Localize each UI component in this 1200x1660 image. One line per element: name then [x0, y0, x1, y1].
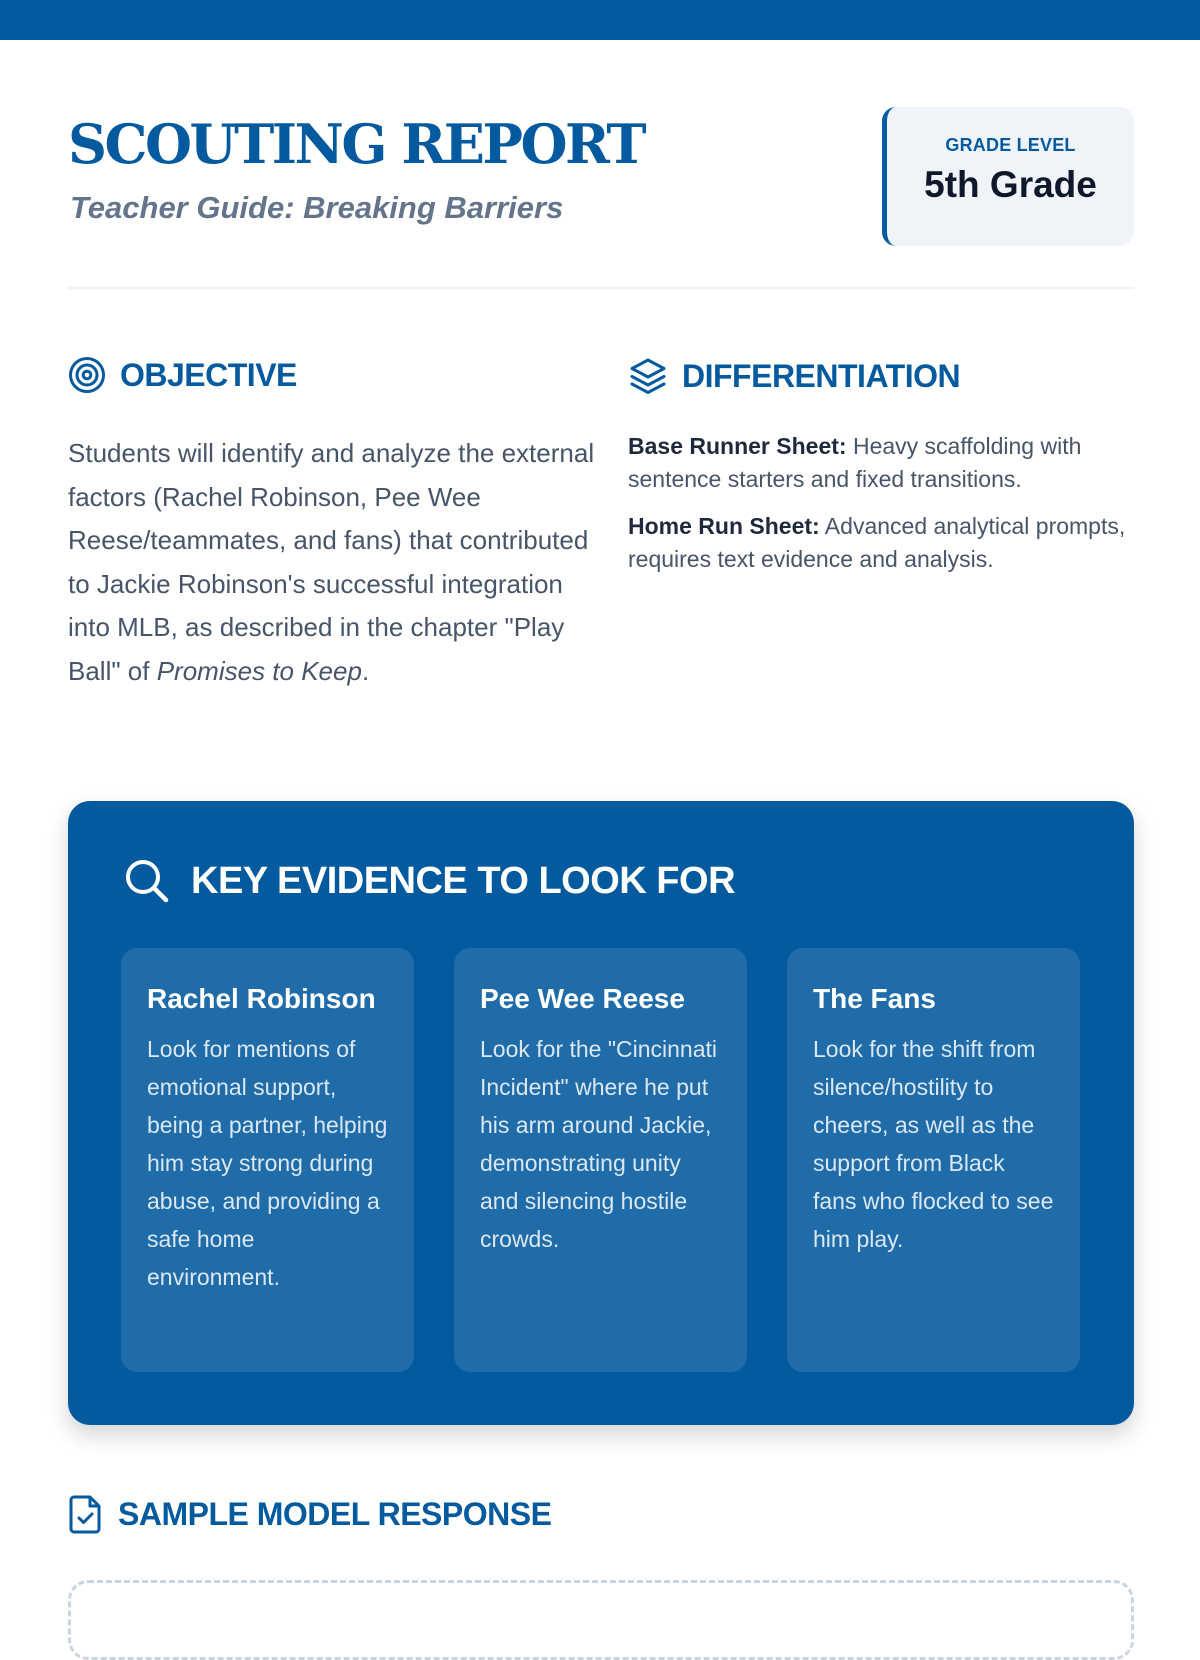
layers-icon: [628, 356, 668, 396]
book-title: Promises to Keep: [156, 655, 362, 686]
header-divider: [68, 287, 1134, 289]
sample-response-heading: SAMPLE MODEL RESPONSE: [118, 1495, 552, 1532]
evidence-card-title: Rachel Robinson: [147, 983, 376, 1014]
evidence-card: [787, 948, 1080, 1372]
evidence-card-text: Look for the "Cincinnati Incident" where he put his arm around Jackie, demonstrating unity and silencing hostile crowds.: [480, 1036, 718, 1252]
evidence-card-text: Look for mentions of emotional support, being a partner, helping him stay strong during abuse, and providing a safe home environment.: [147, 1036, 388, 1290]
target-icon: [68, 356, 106, 394]
key-evidence-panel: [68, 801, 1134, 1425]
grade-level-value: 5th Grade: [924, 164, 1097, 205]
objective-heading: OBJECTIVE: [120, 356, 297, 393]
evidence-card-title: The Fans: [813, 983, 936, 1014]
file-check-icon: [68, 1494, 104, 1534]
evidence-card-row: [121, 948, 1080, 1372]
objective-header: [68, 356, 297, 394]
diff-item-label: Home Run Sheet:: [628, 513, 820, 539]
objective-body: Students will identify and analyze the external factors (Rachel Robinson, Pee Wee Reese/teammates, and fans) that contributed to Jackie Robinson's successful integration into MLB, as described in the chapter "Play Ball" of: [68, 438, 595, 686]
evidence-card-text: Look for the shift from silence/hostility to cheers, as well as the support from Black fans who flocked to see him play.: [813, 1036, 1054, 1252]
page-subtitle: Teacher Guide: Breaking Barriers: [70, 190, 564, 225]
diff-item-text: Heavy scaffolding with sentence starters and fixed transitions.: [628, 433, 1082, 492]
evidence-card: [454, 948, 747, 1372]
objective-period: .: [361, 655, 370, 686]
differentiation-list: [628, 430, 1134, 590]
page-title: SCOUTING REPORT: [68, 112, 645, 176]
key-evidence-header: [123, 857, 735, 905]
grade-level-card: [882, 107, 1134, 246]
evidence-card: [121, 948, 414, 1372]
search-icon: [123, 857, 171, 905]
grade-level-label: GRADE LEVEL: [945, 135, 1076, 155]
list-item: [628, 430, 1134, 496]
objective-text: [68, 432, 598, 693]
differentiation-heading: DIFFERENTIATION: [682, 357, 961, 394]
key-evidence-heading: KEY EVIDENCE TO LOOK FOR: [191, 859, 736, 902]
sample-response-header: [68, 1494, 551, 1534]
evidence-card-title: Pee Wee Reese: [480, 983, 685, 1014]
sample-response-box: [68, 1580, 1134, 1660]
top-accent-bar: [0, 0, 1200, 40]
diff-item-text: Advanced analytical prompts, requires text evidence and analysis.: [628, 513, 1126, 572]
diff-item-label: Base Runner Sheet:: [628, 433, 847, 459]
list-item: [628, 510, 1134, 576]
differentiation-header: [628, 356, 960, 396]
